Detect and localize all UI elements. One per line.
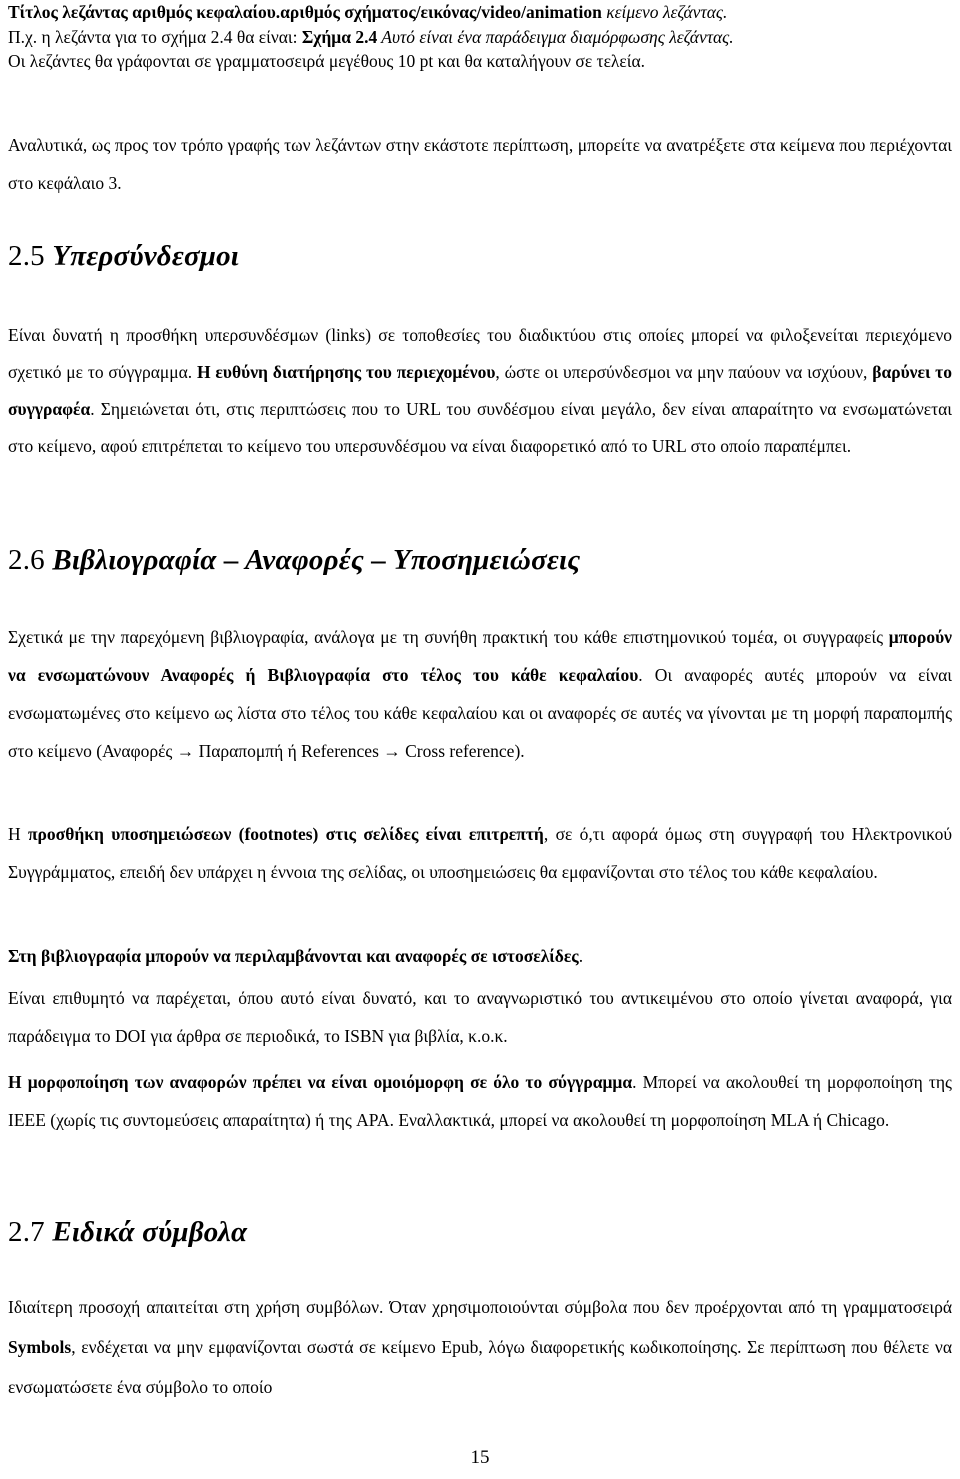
page-number: 15 [470,1447,490,1468]
section-title: Ειδικά σύμβολα [52,1216,248,1248]
section-heading-2-6 [8,542,580,578]
format-paragraph: Η μορφοποίηση των αναφορών πρέπει να είναι ομοιόμορφη σε όλο το σύγγραμμα. Μπορεί να ακολουθεί τη μορφοποίηση της IEEE (χωρίς τις συντομεύσεις απαραίτητα) ή της APA. Εναλλακτικά, μπορεί να ακολουθεί τη μορφοποίηση MLA ή Chicago. [8,1072,952,1130]
caption-example-text: Π.χ. η λεζάντα για το σχήμα 2.4 θα είναι: [8,26,302,47]
caption-format-bold: Τίτλος λεζάντας αριθμός κεφαλαίου.αριθμός σχήματος/εικόνας/video/animation [8,2,602,22]
footnotes-paragraph: Η προσθήκη υποσημειώσεων (footnotes) στις σελίδες είναι επιτρεπτή, σε ό,τι αφορά όμως στη συγγραφή του Ηλεκτρονικού Συγγράμματος, επειδή δεν υπάρχει η έννοια της σελίδας, οι υποσημειώσεις θα εμφανίζονται στο τέλος του κάθε κεφαλαίου. [8,824,952,882]
caption-example-bold: Σχήμα 2.4 [301,26,378,47]
section-heading-2-5 [8,238,239,274]
identifiers-paragraph: Είναι επιθυμητό να παρέχεται, όπου αυτό είναι δυνατό, και το αναγνωριστικό του αντικειμένου στο οποίο γίνεται αναφορά, για παράδειγμα το DOI για άρθρα σε περιοδικά, το ISBN για βιβλία, κ.ο.κ. [8,988,952,1046]
caption-instructions [8,0,952,74]
section-number: 2.6 [8,544,53,576]
section-heading-2-7 [8,1214,247,1250]
section-title: Υπερσύνδεσμοι [52,240,240,272]
caption-format-italic: κείμενο λεζάντας. [601,2,728,22]
refs-ch3-paragraph: Αναλυτικά, ως προς τον τρόπο γραφής των λεζάντων στην εκάστοτε περίπτωση, μπορείτε να ανατρέξετε στα κείμενα που περιέχονται στο κεφάλαιο 3. [8,135,952,193]
bibliography-paragraph: Σχετικά με την παρεχόμενη βιβλιογραφία, ανάλογα με τη συνήθη πρακτική του κάθε επιστημονικού τομέα, οι συγγραφείς μπορούν να ενσωματώνουν Αναφορές ή Βιβλιογραφία στο τέλος του κάθε κεφαλαίου. Οι αναφορές αυτές μπορούν να είναι ενσωματωμένες στο κείμενο ως λίστα στο τέλος του κάθε κεφαλαίου και οι αναφορές σε αυτές να γίνονται με τη μορφή παραπομπής στο κείμενο (Αναφορές → Παραπομπή ή References → Cross reference). [8,627,953,761]
section-number: 2.7 [8,1216,53,1248]
web-refs-paragraph: Στη βιβλιογραφία μπορούν να περιλαμβάνονται και αναφορές σε ιστοσελίδες. [8,946,584,966]
caption-format-line [8,0,952,25]
caption-example-italic: Αυτό είναι ένα παράδειγμα διαμόρφωσης λεζάντας. [377,26,734,47]
caption-example-line [8,25,952,50]
caption-font-line: Οι λεζάντες θα γράφονται σε γραμματοσειρά μεγέθους 10 pt και θα καταλήγουν σε τελεία. [8,51,646,71]
section-number: 2.5 [8,240,53,272]
links-paragraph: Είναι δυνατή η προσθήκη υπερσυνδέσμων (links) σε τοποθεσίες του διαδικτύου στις οποίες μπορεί να φιλοξενείται περιεχόμενο σχετικό με το σύγγραμμα. Η ευθύνη διατήρησης του περιεχομένου, ώστε οι υπερσύνδεσμοι να μην παύουν να ισχύουν, βαρύνει το συγγραφέα. Σημειώνεται ότι, στις περιπτώσεις που το URL του συνδέσμου είναι μεγάλο, δεν είναι απαραίτητο να ενσωματώνεται στο κείμενο, αφού επιτρέπεται το κείμενο του υπερσυνδέσμου να είναι διαφορετικό από το URL στο οποίο παραπέμπει. [8,325,953,456]
symbols-paragraph: Ιδιαίτερη προσοχή απαιτείται στη χρήση συμβόλων. Όταν χρησιμοποιούνται σύμβολα που δεν προέρχονται από τη γραμματοσειρά Symbols, ενδέχεται να μην εμφανίζονται σωστά σε κείμενο Epub, λόγω διαφορετικής κωδικοποίησης. Σε περίπτωση που θέλετε να ενσωματώσετε ένα σύμβολο το οποίο [8,1297,952,1397]
section-title: Βιβλιογραφία – Αναφορές – Υποσημειώσεις [52,544,581,576]
